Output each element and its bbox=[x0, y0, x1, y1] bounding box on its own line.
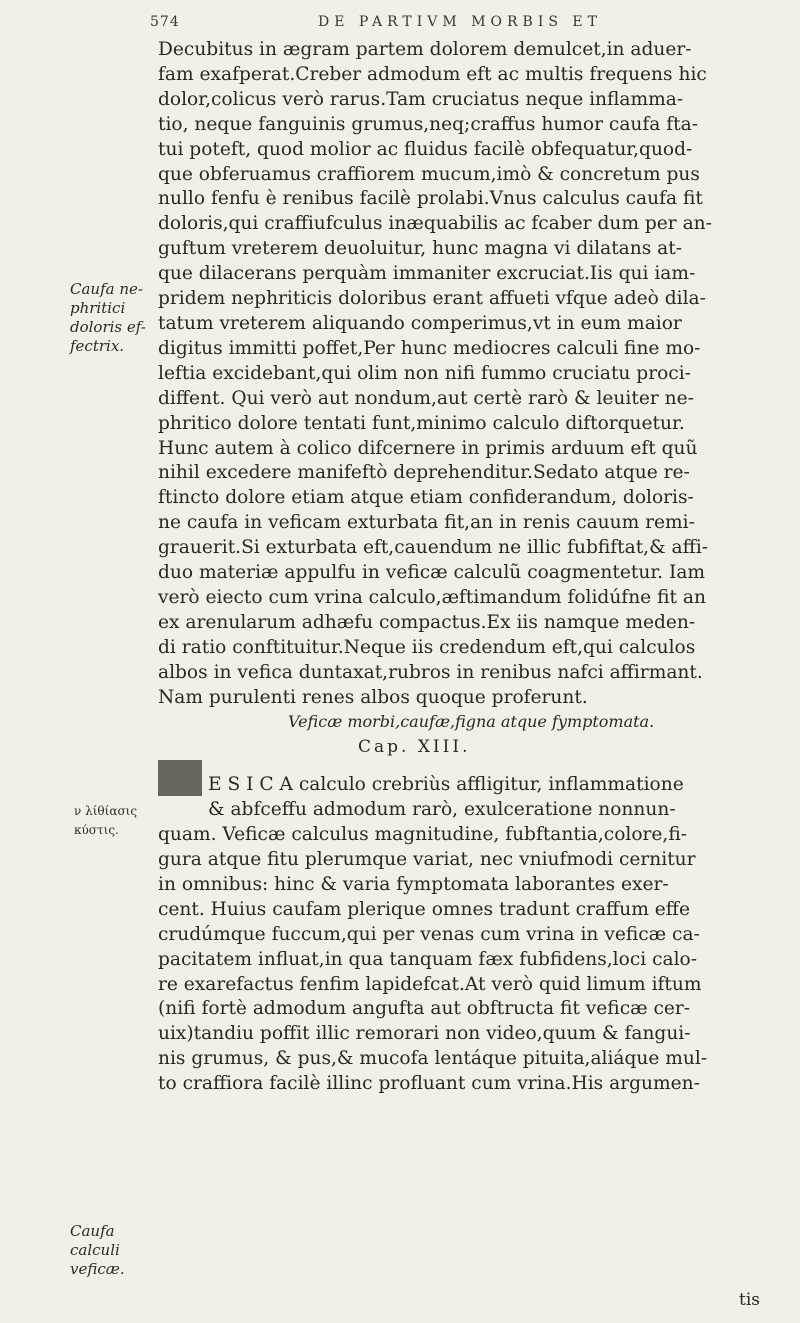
text-line-content: E S I C A calculo crebriùs affligitur, inflammatione bbox=[208, 774, 684, 796]
text-line: nihil excedere manifeftò deprehenditur.Sedato atque re- bbox=[158, 462, 690, 484]
text-line: grauerit.Si exturbata eft,cauendum ne illic fubfiftat,& affi- bbox=[158, 537, 709, 559]
margin-line: κύστις. bbox=[74, 823, 119, 837]
section-heading: Veficæ morbi,caufæ,figna atque fymptomata. bbox=[288, 712, 655, 732]
text-line: ne caufa in veficam exturbata fit,an in renis cauum remi- bbox=[158, 512, 695, 534]
text-line-content: & abfceffu admodum rarò, exulceratione nonnun- bbox=[208, 799, 676, 821]
catchword: tis bbox=[739, 1290, 760, 1310]
text-line: duo materiæ appulfu in veficæ calculũ coagmentetur. Iam bbox=[158, 562, 706, 584]
text-line-dropcap bbox=[158, 760, 763, 798]
text-line: crudúmque fuccum,qui per venas cum vrina in veficæ ca- bbox=[158, 923, 700, 945]
margin-note-greek bbox=[74, 802, 154, 840]
text-line: phritico dolore tentati funt,minimo calculo diftorquetur. bbox=[158, 412, 685, 434]
text-line: Decubitus in ægram partem dolorem demulcet,in aduer- bbox=[158, 39, 692, 60]
text-line: ex arenularum adhæfu compactus.Ex iis namque meden- bbox=[158, 611, 696, 633]
text-line: tio, neque fanguinis grumus,neq;craffus humor caufa fta- bbox=[158, 113, 698, 135]
margin-note-cause-bladder-stone bbox=[70, 1222, 150, 1279]
text-line: (nifi fortè admodum angufta aut obftructa fit veficæ cer- bbox=[158, 998, 691, 1020]
text-line: ftincto dolore etiam atque etiam confiderandum, doloris- bbox=[158, 487, 694, 509]
text-line: gura atque fitu plerumque variat, nec vniufmodi cernitur bbox=[158, 849, 696, 870]
text-line: in omnibus: hinc & varia fymptomata laborantes exer- bbox=[158, 873, 669, 895]
running-title: DE PARTIVM MORBIS ET bbox=[318, 14, 602, 30]
text-line: Hunc autem à colico difcernere in primis arduum eft quũ bbox=[158, 437, 698, 459]
margin-line: Caufa bbox=[70, 1222, 115, 1240]
text-line: guftum vreterem deuoluitur, hunc magna vi dilatans at- bbox=[158, 238, 683, 260]
text-line: uix)tandiu poffit illic remorari non video,quum & fangui- bbox=[158, 1023, 691, 1045]
text-line: verò eiecto cum vrina calculo,æftimandum folidúfne fit an bbox=[158, 586, 706, 608]
chapter-heading: Cap. XIII. bbox=[358, 737, 471, 758]
text-line: Nam purulenti renes albos quoque proferunt. bbox=[158, 686, 588, 708]
text-line: nis grumus, & pus,& mucofa lentáque pituita,aliáque mul- bbox=[158, 1048, 708, 1070]
margin-line: veficæ. bbox=[70, 1260, 125, 1278]
margin-line: Caufa ne- bbox=[70, 280, 143, 298]
text-line: di ratio conftituitur.Neque iis credendum eft,qui calculos bbox=[158, 636, 696, 658]
margin-line: calculi bbox=[70, 1241, 120, 1259]
text-line: to craffiora facilè illinc profluant cum vrina.His argumen- bbox=[158, 1073, 700, 1095]
margin-note-cause-nephritic-pain bbox=[70, 280, 150, 356]
text-line: dolor,colicus verò rarus.Tam cruciatus neque inflamma- bbox=[158, 88, 684, 110]
ornamental-initial-v bbox=[158, 760, 202, 796]
text-line: que obferuamus craffiorem mucum,imò & concretum pus bbox=[158, 163, 700, 185]
main-text bbox=[158, 38, 763, 1097]
text-line: pacitatem influat,in qua tanquam fæx fubfidens,loci calo- bbox=[158, 948, 698, 970]
margin-line: phritici bbox=[70, 299, 126, 317]
margin-line: doloris ef- bbox=[70, 318, 146, 336]
text-line: doloris,qui craffiufculus inæquabilis ac fcaber dum per an- bbox=[158, 213, 712, 235]
text-line: tui poteft, quod molior ac fluidus facilè obfequatur,quod- bbox=[158, 138, 693, 160]
text-line: leftia excidebant,qui olim non nifi fummo cruciatu proci- bbox=[158, 362, 691, 384]
text-line bbox=[158, 798, 763, 823]
text-line: nullo fenfu è renibus facilè prolabi.Vnus calculus caufa fit bbox=[158, 188, 703, 210]
text-line: que dilacerans perquàm immaniter excruciat.Iis qui iam- bbox=[158, 263, 696, 285]
text-line: digitus immitti poffet,Per hunc mediocres calculi fine mo- bbox=[158, 337, 701, 359]
page-number: 574 bbox=[150, 14, 180, 30]
text-line: fam exafperat.Creber admodum eft ac multis frequens hic bbox=[158, 63, 707, 85]
margin-line: ν λίθίασις bbox=[74, 804, 138, 818]
text-line: cent. Huius caufam plerique omnes tradunt craffum effe bbox=[158, 898, 690, 920]
margin-line: fectrix. bbox=[70, 337, 125, 355]
text-line: quam. Veficæ calculus magnitudine, fubftantia,colore,fi- bbox=[158, 824, 688, 846]
text-line: diffent. Qui verò aut nondum,aut certè rarò & leuiter ne- bbox=[158, 387, 694, 409]
text-line: re exarefactus fenfim lapidefcat.At verò quid limum iftum bbox=[158, 973, 702, 995]
text-line: pridem nephriticis doloribus erant affueti vfque adeò dila- bbox=[158, 288, 706, 310]
text-line: albos in vefica duntaxat,rubros in renibus nafci affirmant. bbox=[158, 661, 703, 683]
text-line: tatum vreterem aliquando comperimus,vt in eum maior bbox=[158, 312, 682, 334]
